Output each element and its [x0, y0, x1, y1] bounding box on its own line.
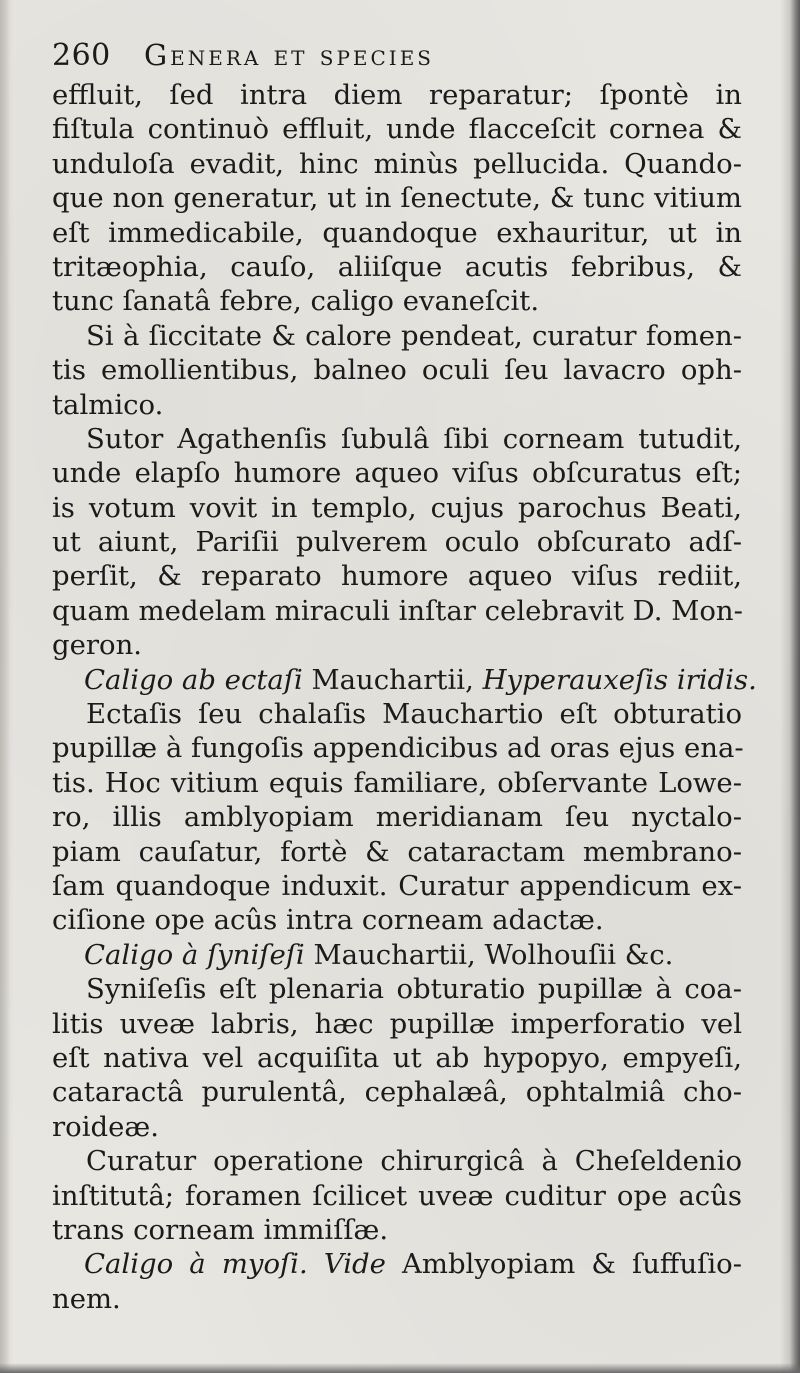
text-line: trans corneam immiſſæ. — [52, 1213, 389, 1246]
text-block — [52, 38, 757, 1316]
text-line: tunc ſanatâ febre, caligo evaneſcit. — [52, 285, 540, 318]
text-line: tis emollientibus, balneo oculi ſeu lavacro oph- — [52, 354, 742, 387]
text-line: piam cauſatur, fortè & cataractam membrano- — [52, 835, 742, 868]
text-line: roideæ. — [52, 1110, 159, 1143]
text-line: tritæophia, cauſo, aliiſque acutis febribus, & — [52, 250, 742, 283]
text-line: perſit, & reparato humore aqueo viſus rediit, — [52, 560, 742, 593]
text-line: tis. Hoc vitium equis familiare, obſervante Lowe- — [52, 766, 742, 799]
running-title: Genera et species — [144, 38, 435, 72]
text-line: cataractâ purulentâ, cephalæâ, ophtalmiâ cho- — [52, 1076, 742, 1109]
text-line: ſam quandoque induxit. Curatur appendicum ex- — [52, 869, 742, 902]
text-line: Syniſeſis eſt plenaria obturatio pupillæ à coa- — [86, 973, 742, 1006]
section-heading — [52, 938, 742, 972]
text-line: geron. — [52, 629, 143, 662]
heading-roman: Mauchartii, — [302, 663, 483, 696]
heading-italic: Caligo ab ectaſi — [84, 663, 303, 696]
text-line: ut aiunt, Pariſii pulverem oculo obſcurato adſ- — [52, 526, 742, 559]
text-line: litis uveæ labris, hæc pupillæ imperforatio vel — [52, 1007, 742, 1040]
text-line: Curatur operatione chirurgicâ à Cheſeldenio — [86, 1145, 742, 1178]
section-heading — [52, 663, 757, 697]
text-line: eſt nativa vel acquiſita ut ab hypopyo, empyeſi, — [52, 1041, 742, 1074]
heading-italic: Caligo à ſyniſeſi — [84, 938, 305, 971]
text-line: que non generatur, ut in ſenectute, & tunc vitium — [52, 182, 742, 215]
text-line: is votum vovit in templo, cujus parochus Beati, — [52, 491, 742, 524]
heading-roman: Mauchartii, Wolhouſii &c. — [304, 938, 674, 971]
text-line: Sutor Agathenſis ſubulâ ſibi corneam tutudit, — [86, 422, 742, 455]
page-right-edge — [790, 0, 800, 1373]
text-line: pupillæ à fungoſis appendicibus ad oras ejus ena- — [52, 732, 744, 765]
heading-roman: Amblyopiam & ſuffuſio- — [385, 1248, 742, 1281]
heading-italic: Caligo à myoſi. Vide — [84, 1248, 386, 1281]
page-left-edge — [0, 0, 10, 1373]
text-line: effluit, ſed intra diem reparatur; ſpontè in — [52, 79, 742, 111]
text-line: Ectaſis ſeu chalaſis Mauchartio eſt obturatio — [86, 698, 742, 731]
page-header — [52, 38, 742, 78]
page-bottom-edge — [0, 1363, 800, 1373]
text-line: inſtitutâ; foramen ſcilicet uveæ cuditur ope acûs — [52, 1179, 742, 1212]
text-line: nem. — [52, 1282, 121, 1315]
text-line: Si à ſiccitate & calore pendeat, curatur fomen- — [86, 319, 742, 352]
text-line: quam medelam miraculi inſtar celebravit D. Mon- — [52, 594, 743, 627]
text-line: unduloſa evadit, hinc minùs pellucida. Quando- — [52, 147, 742, 180]
text-line: ciſione ope acûs intra corneam adactæ. — [52, 904, 604, 937]
text-line: ro, illis amblyopiam meridianam ſeu nyctalo- — [52, 801, 742, 834]
section-heading — [52, 1247, 742, 1281]
text-line: fiſtula continuò effluit, unde flacceſcit cornea & — [52, 113, 742, 146]
text-line: eſt immedicabile, quandoque exhauritur, ut in — [52, 216, 742, 249]
heading-italic: Hyperauxeſis iridis. — [482, 663, 757, 696]
text-line: unde elapſo humore aqueo viſus obſcuratus eſt; — [52, 457, 742, 490]
text-line: talmico. — [52, 388, 164, 421]
page-number: 260 — [52, 38, 111, 73]
